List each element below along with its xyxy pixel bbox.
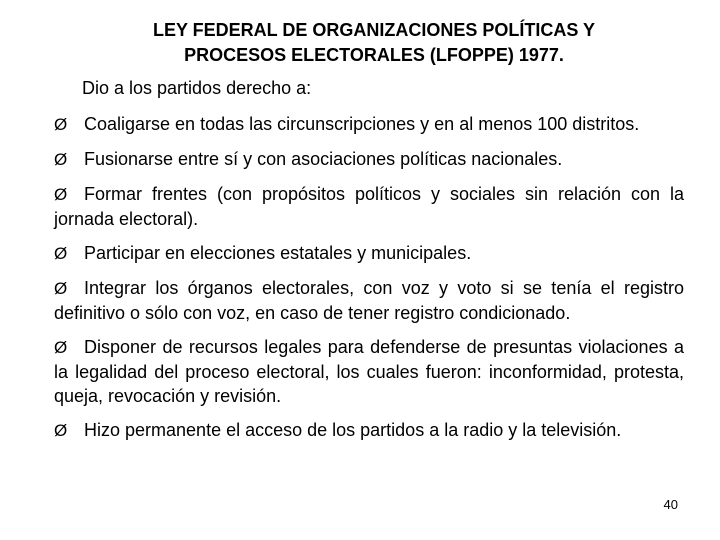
bullet-text: Hizo permanente el acceso de los partidos a la radio y la televisión. [84, 420, 622, 440]
bullet-item [54, 418, 684, 443]
title-line-1: LEY FEDERAL DE ORGANIZACIONES POLÍTICAS Y [152, 20, 596, 40]
bullet-text: Participar en elecciones estatales y municipales. [84, 243, 472, 263]
arrow-bullet-icon: Ø [54, 185, 68, 204]
page-number: 40 [663, 497, 678, 512]
bullet-item [54, 182, 684, 231]
bullet-item [54, 276, 684, 325]
bullet-item [54, 241, 684, 266]
arrow-bullet-icon: Ø [54, 115, 68, 134]
arrow-bullet-icon: Ø [54, 338, 68, 357]
bullet-item [54, 335, 684, 408]
arrow-bullet-icon: Ø [54, 279, 68, 298]
bullet-item [54, 112, 684, 137]
bullet-text: Formar frentes (con propósitos políticos y sociales sin relación con la jornada electoral). [54, 184, 684, 229]
title-line-2: PROCESOS ELECTORALES (LFOPPE) 1977. [184, 45, 564, 65]
bullet-text: Fusionarse entre sí y con asociaciones políticas nacionales. [84, 149, 563, 169]
bullet-text: Disponer de recursos legales para defenderse de presuntas violaciones a la legalidad del proceso electoral, los cuales fueron: inconformidad, protesta, queja, revocación y revisión. [54, 337, 684, 406]
arrow-bullet-icon: Ø [54, 150, 68, 169]
bullet-item [54, 147, 684, 172]
bullet-text: Integrar los órganos electorales, con voz y voto si se tenía el registro definitivo o sólo con voz, en caso de tener registro condicionado. [54, 278, 684, 323]
slide-title [0, 18, 720, 68]
arrow-bullet-icon: Ø [54, 244, 68, 263]
bullet-list [54, 112, 684, 453]
bullet-text: Coaligarse en todas las circunscripciones y en al menos 100 distritos. [84, 114, 640, 134]
intro-text: Dio a los partidos derecho a: [82, 78, 312, 98]
arrow-bullet-icon: Ø [54, 421, 68, 440]
